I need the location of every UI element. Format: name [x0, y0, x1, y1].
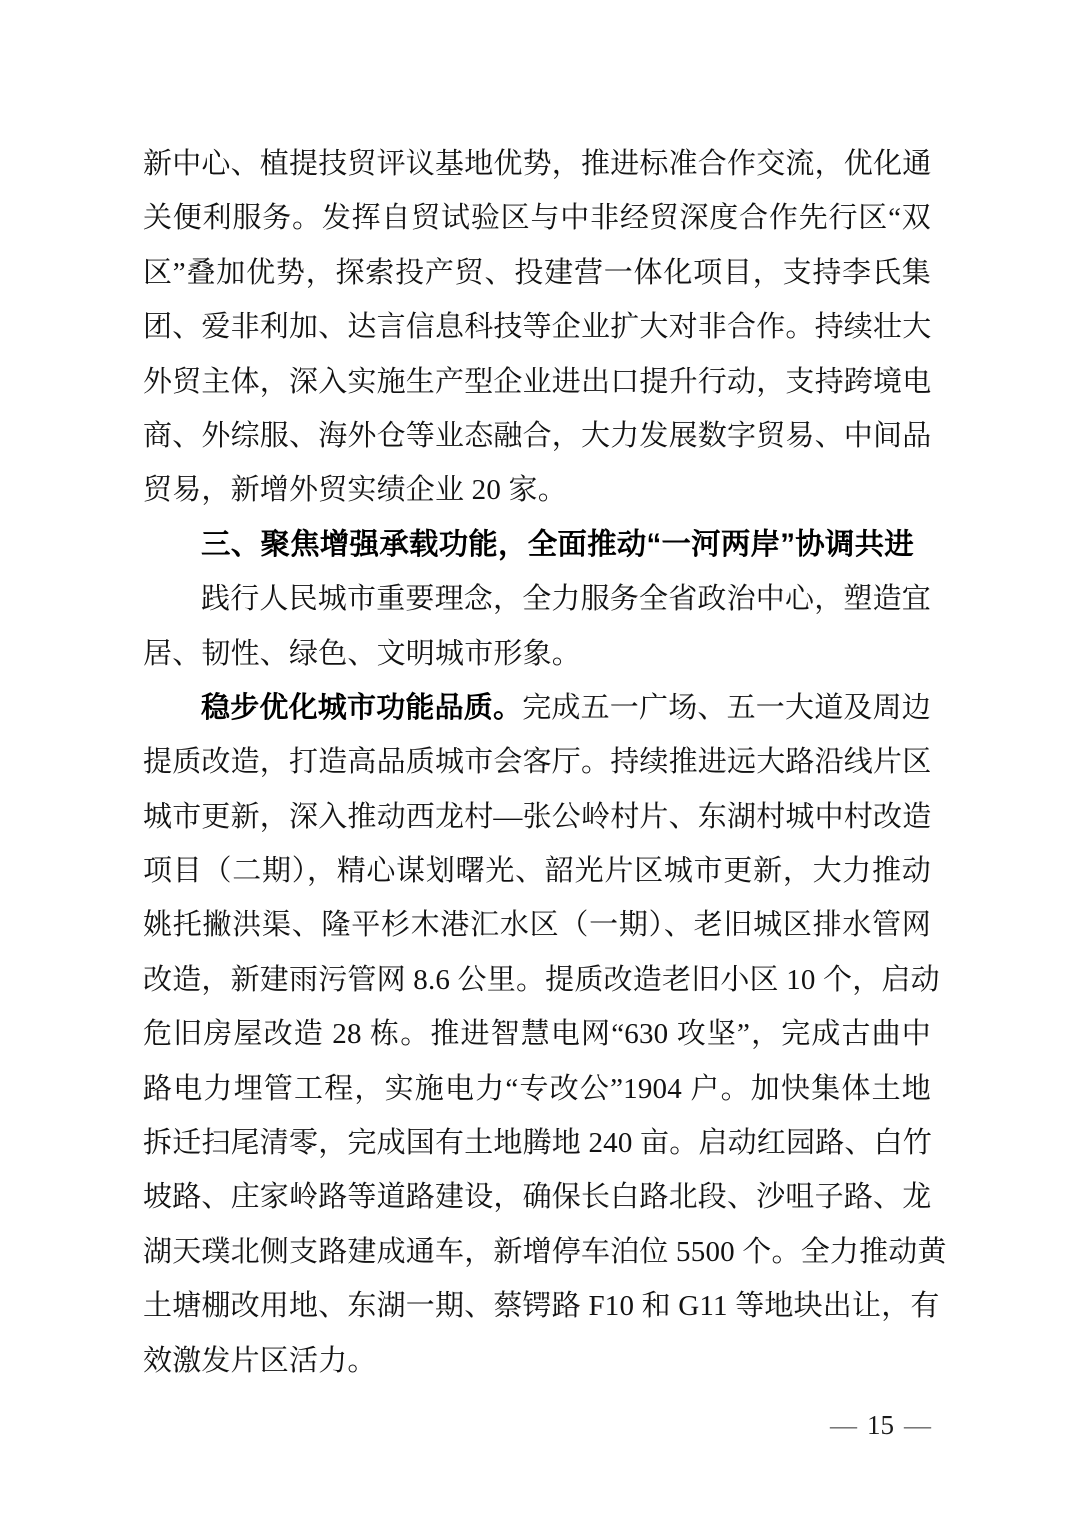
text-line: 危旧房屋改造 28 栋。推进智慧电网“630 攻坚”，完成古曲中 — [143, 1018, 931, 1051]
text-line: 新中心、植提技贸评议基地优势，推进标准合作交流，优化通 — [143, 148, 932, 180]
page-number-dash-left: — — [830, 1410, 857, 1440]
text-line: 商、外综服、海外仓等业态融合，大力发展数字贸易、中间品 — [143, 419, 932, 452]
text-line: 居、韧性、绿色、文明城市形象。 — [143, 637, 582, 670]
bold-lead-text: 稳步优化城市功能品质。 — [201, 691, 523, 724]
text-line — [143, 681, 931, 735]
text-line: 坡路、庄家岭路等道路建设，确保长白路北段、沙咀子路、龙 — [143, 1181, 932, 1214]
text-line: 关便利服务。发挥自贸试验区与中非经贸深度合作先行区“双 — [143, 202, 931, 235]
page-footer — [830, 1405, 931, 1445]
text-line: 效激发片区活力。 — [143, 1344, 377, 1377]
text-line: 拆迁扫尾清零，完成国有土地腾地 240 亩。启动红园路、白竹 — [143, 1127, 933, 1160]
text-line: 区”叠加优势，探索投产贸、投建营一体化项目，支持李氏集 — [143, 256, 931, 289]
paragraph-continuation — [143, 137, 931, 518]
text-line: 贸易，新增外贸实绩企业 20 家。 — [143, 474, 567, 507]
text-line: 团、爱非利加、达言信息科技等企业扩大对非合作。持续壮大 — [143, 311, 932, 344]
text-line: 改造，新建雨污管网 8.6 公里。提质改造老旧小区 10 个，启动 — [143, 963, 940, 996]
page-number-dash-right: — — [904, 1410, 931, 1440]
text-line: 湖天璞北侧支路建成通车，新增停车泊位 5500 个。全力推动黄 — [143, 1235, 947, 1268]
text-line: 项目（二期），精心谋划曙光、韶光片区城市更新，大力推动 — [143, 855, 931, 888]
text-line: 土塘棚改用地、东湖一期、蔡锷路 F10 和 G11 等地块出让，有 — [143, 1290, 940, 1323]
text-line: 外贸主体，深入实施生产型企业进出口提升行动，支持跨境电 — [143, 365, 932, 398]
text-line: 践行人民城市重要理念，全力服务全省政治中心，塑造宜 — [201, 583, 932, 616]
paragraph — [143, 681, 947, 1388]
text-block — [143, 137, 947, 1388]
paragraph — [143, 572, 931, 681]
text-line: 提质改造，打造高品质城市会客厅。持续推进远大路沿线片区 — [143, 746, 932, 779]
text-run: 完成五一广场、五一大道及周边 — [522, 691, 932, 724]
text-line: 城市更新，深入推动西龙村—张公岭村片、东湖村城中村改造 — [143, 800, 932, 833]
text-line: 路电力埋管工程，实施电力“专改公”1904 户。加快集体土地 — [143, 1072, 931, 1105]
section-heading: 三、聚焦增强承载功能，全面推动“一河两岸”协调共进 — [201, 527, 915, 561]
page-number: 15 — [867, 1410, 894, 1440]
text-line: 姚托撇洪渠、隆平杉木港汇水区（一期）、老旧城区排水管网 — [143, 909, 931, 942]
